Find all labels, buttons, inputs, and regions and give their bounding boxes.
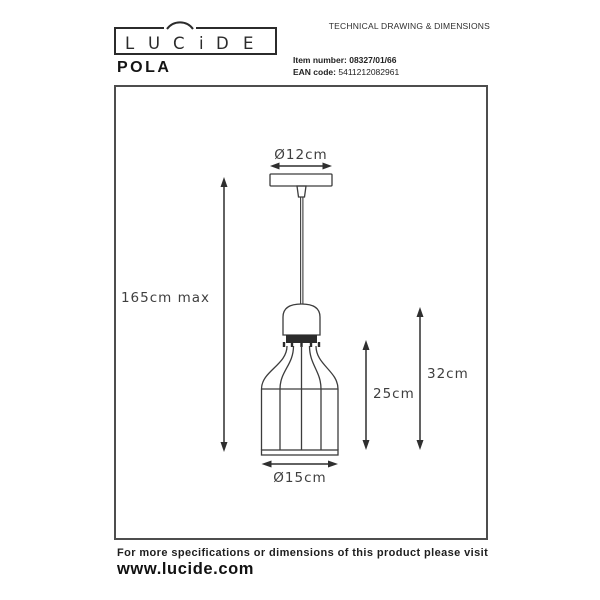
item-number-row bbox=[293, 54, 399, 66]
canopy-outline bbox=[270, 174, 332, 186]
item-number-label: Item number: bbox=[293, 55, 347, 65]
logo-letter: i bbox=[199, 34, 204, 53]
technical-drawing-frame bbox=[114, 85, 488, 540]
product-name: POLA bbox=[117, 59, 172, 76]
pendant-lamp-drawing bbox=[116, 87, 486, 538]
dim-cage-diameter bbox=[262, 461, 339, 468]
ean-value: 5411212082961 bbox=[338, 67, 400, 77]
dim-cage-diameter-label: Ø15cm bbox=[273, 470, 327, 486]
cage-inner-right-wire bbox=[310, 346, 322, 450]
product-codes bbox=[293, 54, 399, 78]
dim-canopy-diameter bbox=[270, 163, 332, 170]
item-number-value: 08327/01/66 bbox=[349, 55, 397, 65]
cage-outer-left-wire bbox=[262, 346, 288, 450]
cage-outer-right-wire bbox=[316, 346, 338, 450]
logo-letter: C bbox=[173, 34, 185, 53]
document-title: TECHNICAL DRAWING & DIMENSIONS bbox=[328, 21, 490, 31]
logo-letter: L bbox=[125, 34, 135, 53]
socket-outline bbox=[283, 304, 320, 335]
dim-fixture-height-label: 32cm bbox=[427, 366, 469, 382]
logo-letter: E bbox=[243, 34, 254, 53]
dim-fixture-height bbox=[417, 307, 424, 450]
cage-bottom-rim bbox=[262, 450, 339, 455]
dim-cage-height-label: 25cm bbox=[373, 386, 415, 402]
ean-row bbox=[293, 66, 399, 78]
dim-total-height-label: 165cm max bbox=[120, 290, 210, 306]
socket-ring bbox=[286, 335, 317, 343]
website-link[interactable]: www.lucide.com bbox=[117, 560, 255, 578]
dim-cage-height bbox=[363, 340, 370, 450]
logo-letter: U bbox=[148, 34, 161, 53]
ean-label: EAN code: bbox=[293, 67, 336, 77]
dim-canopy-diameter-label: Ø12cm bbox=[274, 147, 328, 163]
cord-grip-outline bbox=[297, 186, 306, 197]
cage-inner-left-wire bbox=[280, 346, 294, 450]
footer-note: For more specifications or dimensions of this product please visit bbox=[117, 547, 489, 559]
dim-total-height bbox=[221, 177, 228, 452]
logo-letter: D bbox=[216, 34, 229, 53]
cage-shade bbox=[262, 346, 339, 455]
